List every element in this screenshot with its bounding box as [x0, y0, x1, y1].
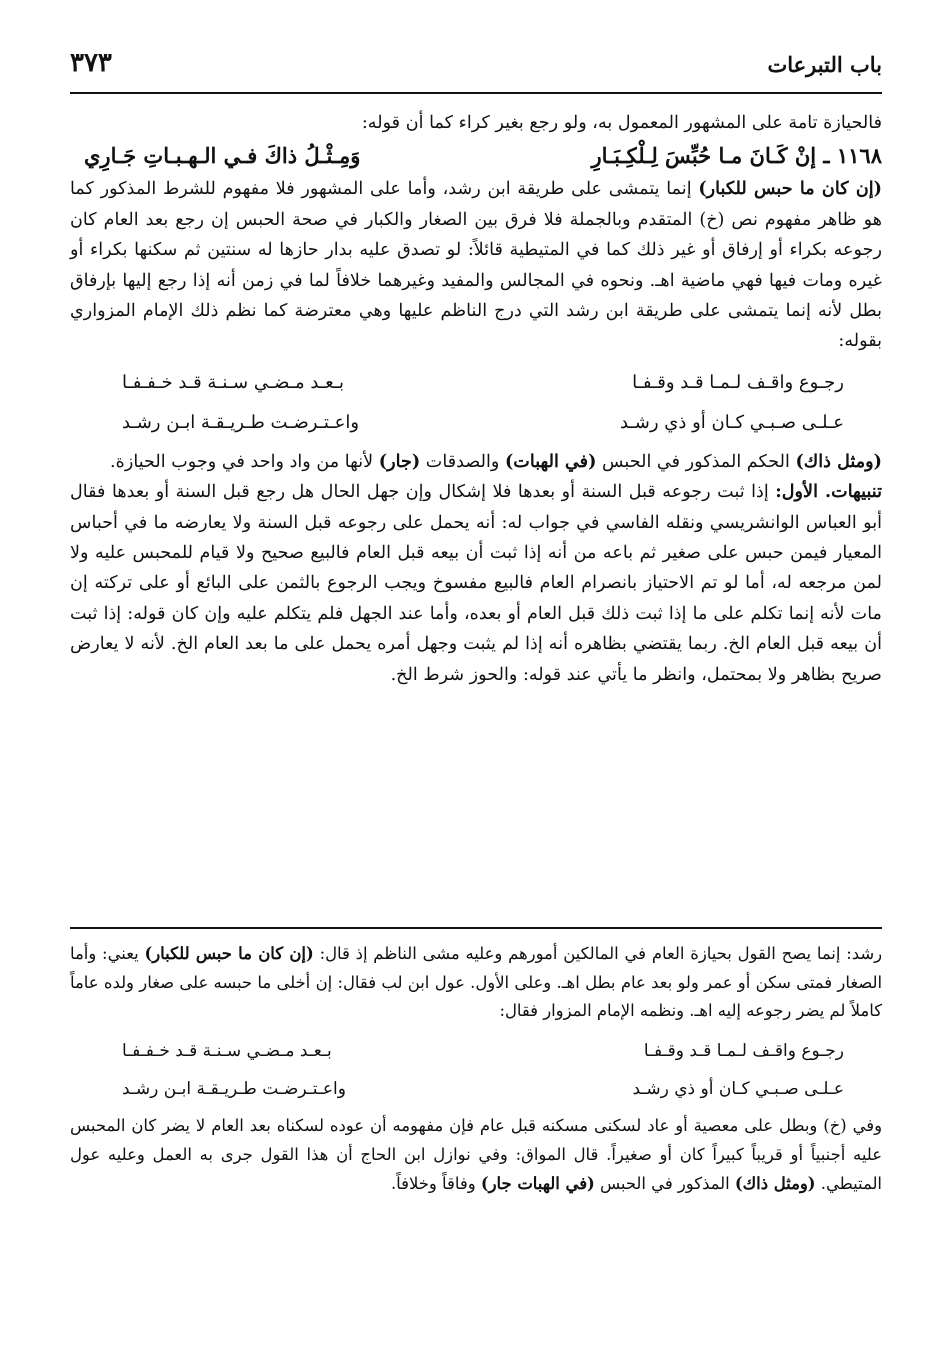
- footnote: [70, 940, 882, 1198]
- footnote-text: رشد: إنما يصح القول بحيازة العام في المالكين أمورهم وعليه مشى الناظم إذ قال:: [313, 944, 883, 963]
- poem-hemistich: بـعـد مـضـي سـنـة قـد خـفـفـا: [122, 1041, 332, 1062]
- footnote-text: وفي (خ) وبطل على معصية أو عاد لسكنى مسكنه قبل عام فإن مفهومه أن عوده لسكناه بعد العام لا يضر كان المحبس عليه أجنبياً أو قريباً كبيراً كان أو صغيراً. قال المواق: وفي نوازل ابن الحاج أن هذا القول جرى به العمل وعليه عول المتيطي.: [70, 1116, 882, 1193]
- footnote-paragraph-1: [70, 940, 882, 1026]
- verse-second-hemistich: وَمِـثْـلُ ذاكَ فـي الـهـبـاتِ جَـارِي: [84, 143, 361, 169]
- page-number: ٣٧٣: [70, 48, 112, 78]
- commentary-text-1: إنما يتمشى على طريقة ابن رشد، وأما على المشهور فلا مفهوم للشرط المذكور كما هو ظاهر مفهوم نص (خ) المتقدم وبالجملة فلا فرق بين الصغار والكبار في صحة الحبس إن رجع بعد العام كان رجوعه بكراء أو إرفاق أو غير ذلك كما في المتيطية قائلاً: لو تصدق عليه بدار حازها له سنتين ثم سكنها بكراء أو غيره ومات فيها فهي ماضية اهـ. ونحوه في المجالس والمفيد وغيرهما خلافاً لما في زمن أنه إذا رجع إليها بإرفاق بطل لأنه إنما يتمشى على طريقة ابن رشد التي درج الناظم عليها وهي معترضة كما نظم ذلك الإمام المزواري بقوله:: [70, 179, 882, 352]
- footnote-text: المذكور في الحبس: [594, 1173, 735, 1193]
- footnote-rule: [70, 927, 882, 929]
- poem-hemistich: بـعـد مـضـي سـنـة قـد خـفـفـا: [122, 371, 345, 393]
- page-header: [70, 44, 882, 88]
- poem-line: [70, 1032, 882, 1070]
- commentary-text: لأنها من واد واحد في وجوب الحيازة.: [110, 451, 379, 472]
- poem-line: [70, 363, 882, 403]
- verse-quote: (جار): [378, 450, 421, 472]
- poem-line: [70, 1070, 882, 1108]
- poem-line: [70, 403, 882, 443]
- verse-1168: [70, 138, 882, 174]
- mazwari-poem: [70, 363, 882, 443]
- commentary-text: الحكم المذكور في الحبس: [596, 451, 796, 472]
- verse-first-hemistich: ١١٦٨ ـ إنْ كَـانَ مـا حُبِّسَ لِـلْكِـبَـارِ: [591, 143, 882, 169]
- poem-hemistich: عـلـى صـبـي كـان أو ذي رشـد: [620, 411, 844, 433]
- footnote-text: يعني: وأما الصغار فمتى سكن أو عمر ولو بعد عام بطل اهـ. وعلى الأول. عول ابن لب فقال: إن أخلى ما حبسه على صغار ولده عاماً كاملاً لم يضر رجوعه إليه اهـ. ونظمه الإمام المزوار فقال:: [70, 944, 882, 1021]
- commentary-text: والصدقات: [420, 451, 505, 472]
- verse-quote: (ومثل ذاك): [734, 1173, 816, 1193]
- commentary-paragraph-2: [70, 447, 882, 477]
- notes-text: إذا ثبت رجوعه قبل السنة أو بعدها فلا إشكال وإن جهل الحال هل رجع قبل السنة أو بعدها فقال أبو العباس الوانشريسي ونقله الفاسي في جواب له: أنه يحمل على رجوعه قبل السنة ولا يعارضه ما في أحباس المعيار فيمن حبس على صغير ثم باعه من أنه إذا ثبت أن بيعه قبل العام فالبيع صحيح ولا قيام للمحبس عليه ولا لمن مرجعه له، أما لو تم الاحتياز بانصرام العام فالبيع مفسوخ ويجب الرجوع بالثمن على البائع أو على تركته إن مات لأنه إنما تكلم على ما إذا ثبت ذلك قبل العام أو بعده، وأما عند الجهل فلم يتكلم عليه وإن كان قوله: إذا ثبت أن بيعه قبل العام الخ. ربما يقتضي بظاهره أنه إذا لم يثبت وجهل أمره يحمل على ما بعد العام الخ. لأنه لا يعارض صريح بظاهر ولا بمحتمل، وانظر ما يأتي عند قوله: والحوز شرط الخ.: [70, 482, 883, 685]
- commentary-paragraph-1: [70, 174, 882, 356]
- footnote-text: وفاقاً وخلافاً.: [390, 1173, 481, 1193]
- notes-paragraph: [70, 477, 882, 690]
- footnote-poem: [70, 1032, 882, 1108]
- header-rule: [70, 92, 882, 94]
- intro-paragraph: فالحيازة تامة على المشهور المعمول به، ولو رجع بغير كراء كما أن قوله:: [361, 113, 882, 133]
- poem-hemistich: رجـوع واقـف لـمـا قـد وقـفـا: [643, 1041, 844, 1062]
- verse-quote: (في الهبات): [504, 450, 597, 472]
- verse-quote: (إن كان ما حبس للكبار): [144, 944, 314, 963]
- poem-hemistich: واعـتـرضـت طـريـقـة ابـن رشـد: [122, 411, 360, 433]
- verse-quote: (في الهبات جار): [480, 1173, 595, 1193]
- notes-heading: تنبيهات. الأول:: [775, 481, 882, 503]
- main-text: [70, 108, 882, 690]
- footnote-paragraph-2: [70, 1112, 882, 1198]
- poem-hemistich: واعـتـرضـت طـريـقـة ابـن رشـد: [122, 1079, 346, 1100]
- running-title: باب التبرعات: [767, 52, 882, 77]
- poem-hemistich: رجـوع واقـف لـمـا قـد وقـفـا: [632, 371, 844, 393]
- commentary-lead-1: (إن كان ما حبس للكبار): [698, 178, 882, 200]
- commentary-lead-2: (ومثل ذاك): [795, 450, 882, 472]
- poem-hemistich: عـلـى صـبـي كـان أو ذي رشـد: [632, 1079, 844, 1100]
